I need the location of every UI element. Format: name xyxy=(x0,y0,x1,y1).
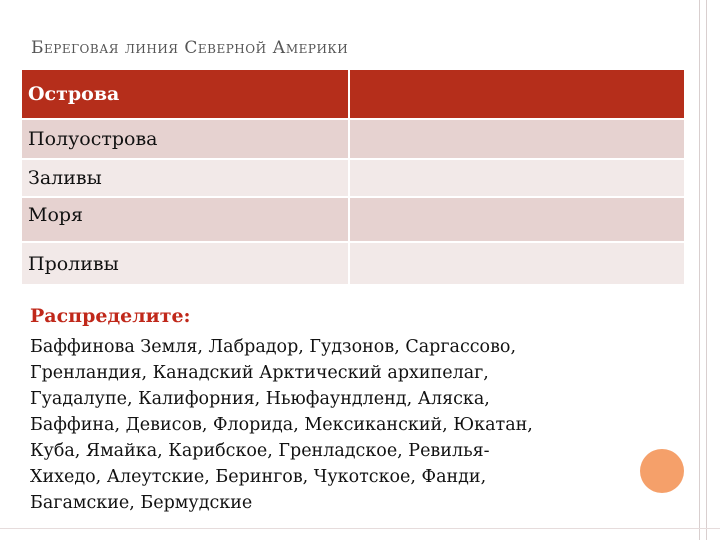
frame-line xyxy=(706,0,707,540)
task-heading: Распределите: xyxy=(30,305,191,327)
task-line: Гренландия, Канадский Арктический архипелаг, xyxy=(30,363,489,383)
table-row xyxy=(22,70,684,120)
task-line: Баффина, Девисов, Флорида, Мексиканский, Юкатан, xyxy=(30,415,533,435)
table-cell-value[interactable] xyxy=(350,243,684,284)
task-line: Гуадалупе, Калифорния, Ньюфаундленд, Аляска, xyxy=(30,389,490,409)
slide-title: Береговая линия Северной Америки xyxy=(31,38,349,58)
table-cell-label: Острова xyxy=(22,70,350,118)
table-cell-value[interactable] xyxy=(350,160,684,196)
task-line: Хихедо, Алеутские, Берингов, Чукотское, Фанди, xyxy=(30,467,487,487)
table-row xyxy=(22,160,684,198)
task-line: Багамские, Бермудские xyxy=(30,493,253,513)
frame-line xyxy=(699,0,700,540)
table-cell-label: Проливы xyxy=(22,243,350,284)
table-cell-value[interactable] xyxy=(350,70,684,118)
task-line: Баффинова Земля, Лабрадор, Гудзонов, Саргассово, xyxy=(30,337,517,357)
decorative-circle xyxy=(640,449,684,493)
table-cell-value[interactable] xyxy=(350,120,684,158)
table-row xyxy=(22,243,684,286)
table-cell-label: Заливы xyxy=(22,160,350,196)
task-line: Куба, Ямайка, Карибское, Гренладское, Ревилья- xyxy=(30,441,490,461)
task-word-list xyxy=(30,334,630,516)
table-cell-label: Полуострова xyxy=(22,120,350,158)
table-cell-label: Моря xyxy=(22,198,350,241)
table-row xyxy=(22,120,684,160)
table-row xyxy=(22,198,684,243)
table-cell-value[interactable] xyxy=(350,198,684,241)
frame-line xyxy=(0,528,720,529)
coastline-table xyxy=(22,70,684,286)
